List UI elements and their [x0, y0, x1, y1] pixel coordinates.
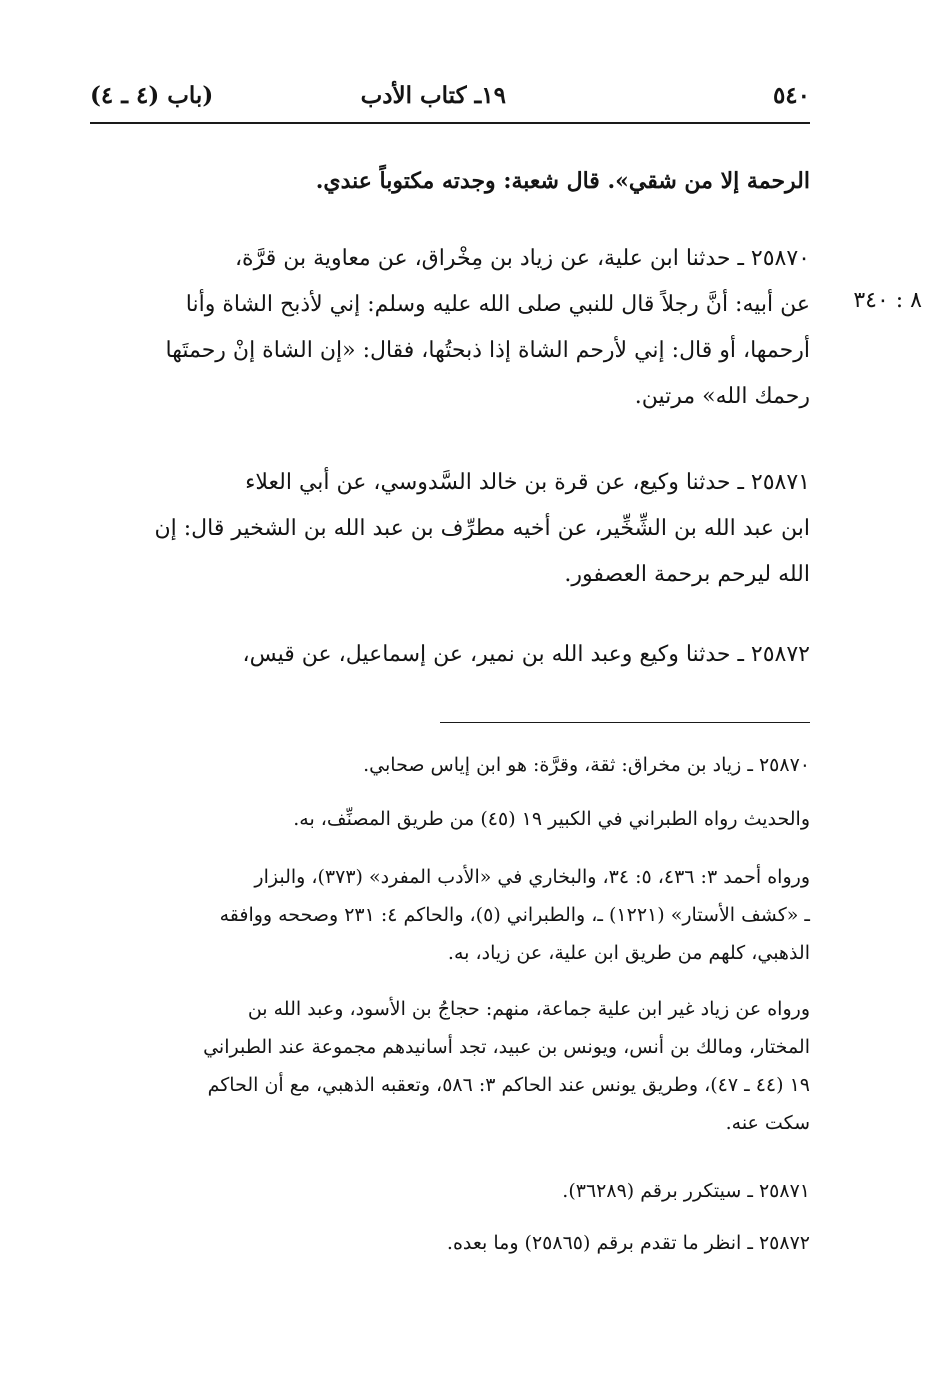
footnote-line: ورواه عن زياد غير ابن علية جماعة، منهم: حجاجُ بن الأسود، وعبد الله بن — [247, 998, 810, 1020]
footnote-line: سكت عنه. — [725, 1112, 810, 1134]
footnote-line: المختار، ومالك بن أنس، ويونس بن عبيد، تجد أسانيدهم مجموعة عند الطبراني — [203, 1036, 810, 1058]
hadith-25870 — [100, 236, 810, 420]
footnote-line: ـ «كشف الأستار» (١٢٢١) ـ، والطبراني (٥)، والحاكم ٤: ٢٣١ وصححه ووافقه — [219, 904, 810, 926]
footnote-25871 — [100, 1172, 810, 1210]
page-number: ٥٤٠ — [772, 82, 810, 109]
footnote-line: الذهبي، كلهم من طريق ابن علية، عن زياد، به. — [447, 942, 810, 964]
text-line: أرحمها، أو قال: إني لأرحم الشاة إذا ذبحتُها، فقال: «إن الشاة إنْ رحمتَها — [165, 338, 810, 363]
footnote-line: ٢٥٨٧٢ ـ انظر ما تقدم برقم (٢٥٨٦٥) وما بعده. — [446, 1232, 810, 1254]
text-line: الله ليرحم برحمة العصفور. — [564, 562, 810, 587]
text-line: ٢٥٨٧٢ ـ حدثنا وكيع وعبد الله بن نمير، عن إسماعيل، عن قيس، — [242, 642, 810, 667]
text-line: ٢٥٨٧١ ـ حدثنا وكيع، عن قرة بن خالد السَّدوسي، عن أبي العلاء — [245, 470, 810, 495]
chapter-label: (باب (٤ ـ ٤) — [90, 82, 214, 109]
footnote-rule — [440, 722, 810, 723]
footnote-line: ٢٥٨٧٠ ـ زياد بن مخراق: ثقة، وقرَّة: هو ابن إياس صحابي. — [363, 754, 810, 776]
footnote-25870-b — [100, 800, 810, 838]
footnote-25870-d — [100, 990, 810, 1142]
footnote-line: ٢٥٨٧١ ـ سيتكرر برقم (٣٦٢٨٩). — [562, 1180, 810, 1202]
footnote-25870-a — [100, 746, 810, 784]
text-line: ابن عبد الله بن الشِّخِّير، عن أخيه مطرِّف بن عبد الله بن الشخير قال: إن — [154, 516, 810, 541]
running-header — [90, 78, 810, 118]
footnote-line: ١٩ (٤٤ ـ ٤٧)، وطريق يونس عند الحاكم ٣: ٥٨٦، وتعقبه الذهبي، مع أن الحاكم — [207, 1074, 810, 1096]
text-line: رحمك الله» مرتين. — [634, 384, 810, 409]
footnote-line: والحديث رواه الطبراني في الكبير ١٩ (٤٥) من طريق المصنِّف، به. — [293, 808, 810, 830]
text-line: عن أبيه: أنَّ رجلاً قال للنبي صلى الله عليه وسلم: إني لأذبح الشاة وأنا — [185, 292, 810, 317]
hadith-25871 — [100, 460, 810, 598]
footnote-25870-c — [100, 858, 810, 972]
footnote-25872 — [100, 1224, 810, 1262]
header-rule — [90, 122, 810, 124]
text-line: الرحمة إلا من شقي». قال شعبة: وجدته مكتوباً عندي. — [315, 168, 810, 194]
footnote-line: ورواه أحمد ٣: ٤٣٦، ٥: ٣٤، والبخاري في «الأدب المفرد» (٣٧٣)، والبزار — [254, 866, 810, 888]
book-title: ١٩ـ كتاب الأدب — [360, 82, 506, 109]
text-line: ٢٥٨٧٠ ـ حدثنا ابن علية، عن زياد بن مِخْراق، عن معاوية بن قرَّة، — [234, 246, 810, 271]
hadith-25872 — [100, 632, 810, 678]
intro-paragraph — [100, 158, 810, 204]
margin-reference: ٨ : ٣٤٠ — [853, 288, 922, 313]
